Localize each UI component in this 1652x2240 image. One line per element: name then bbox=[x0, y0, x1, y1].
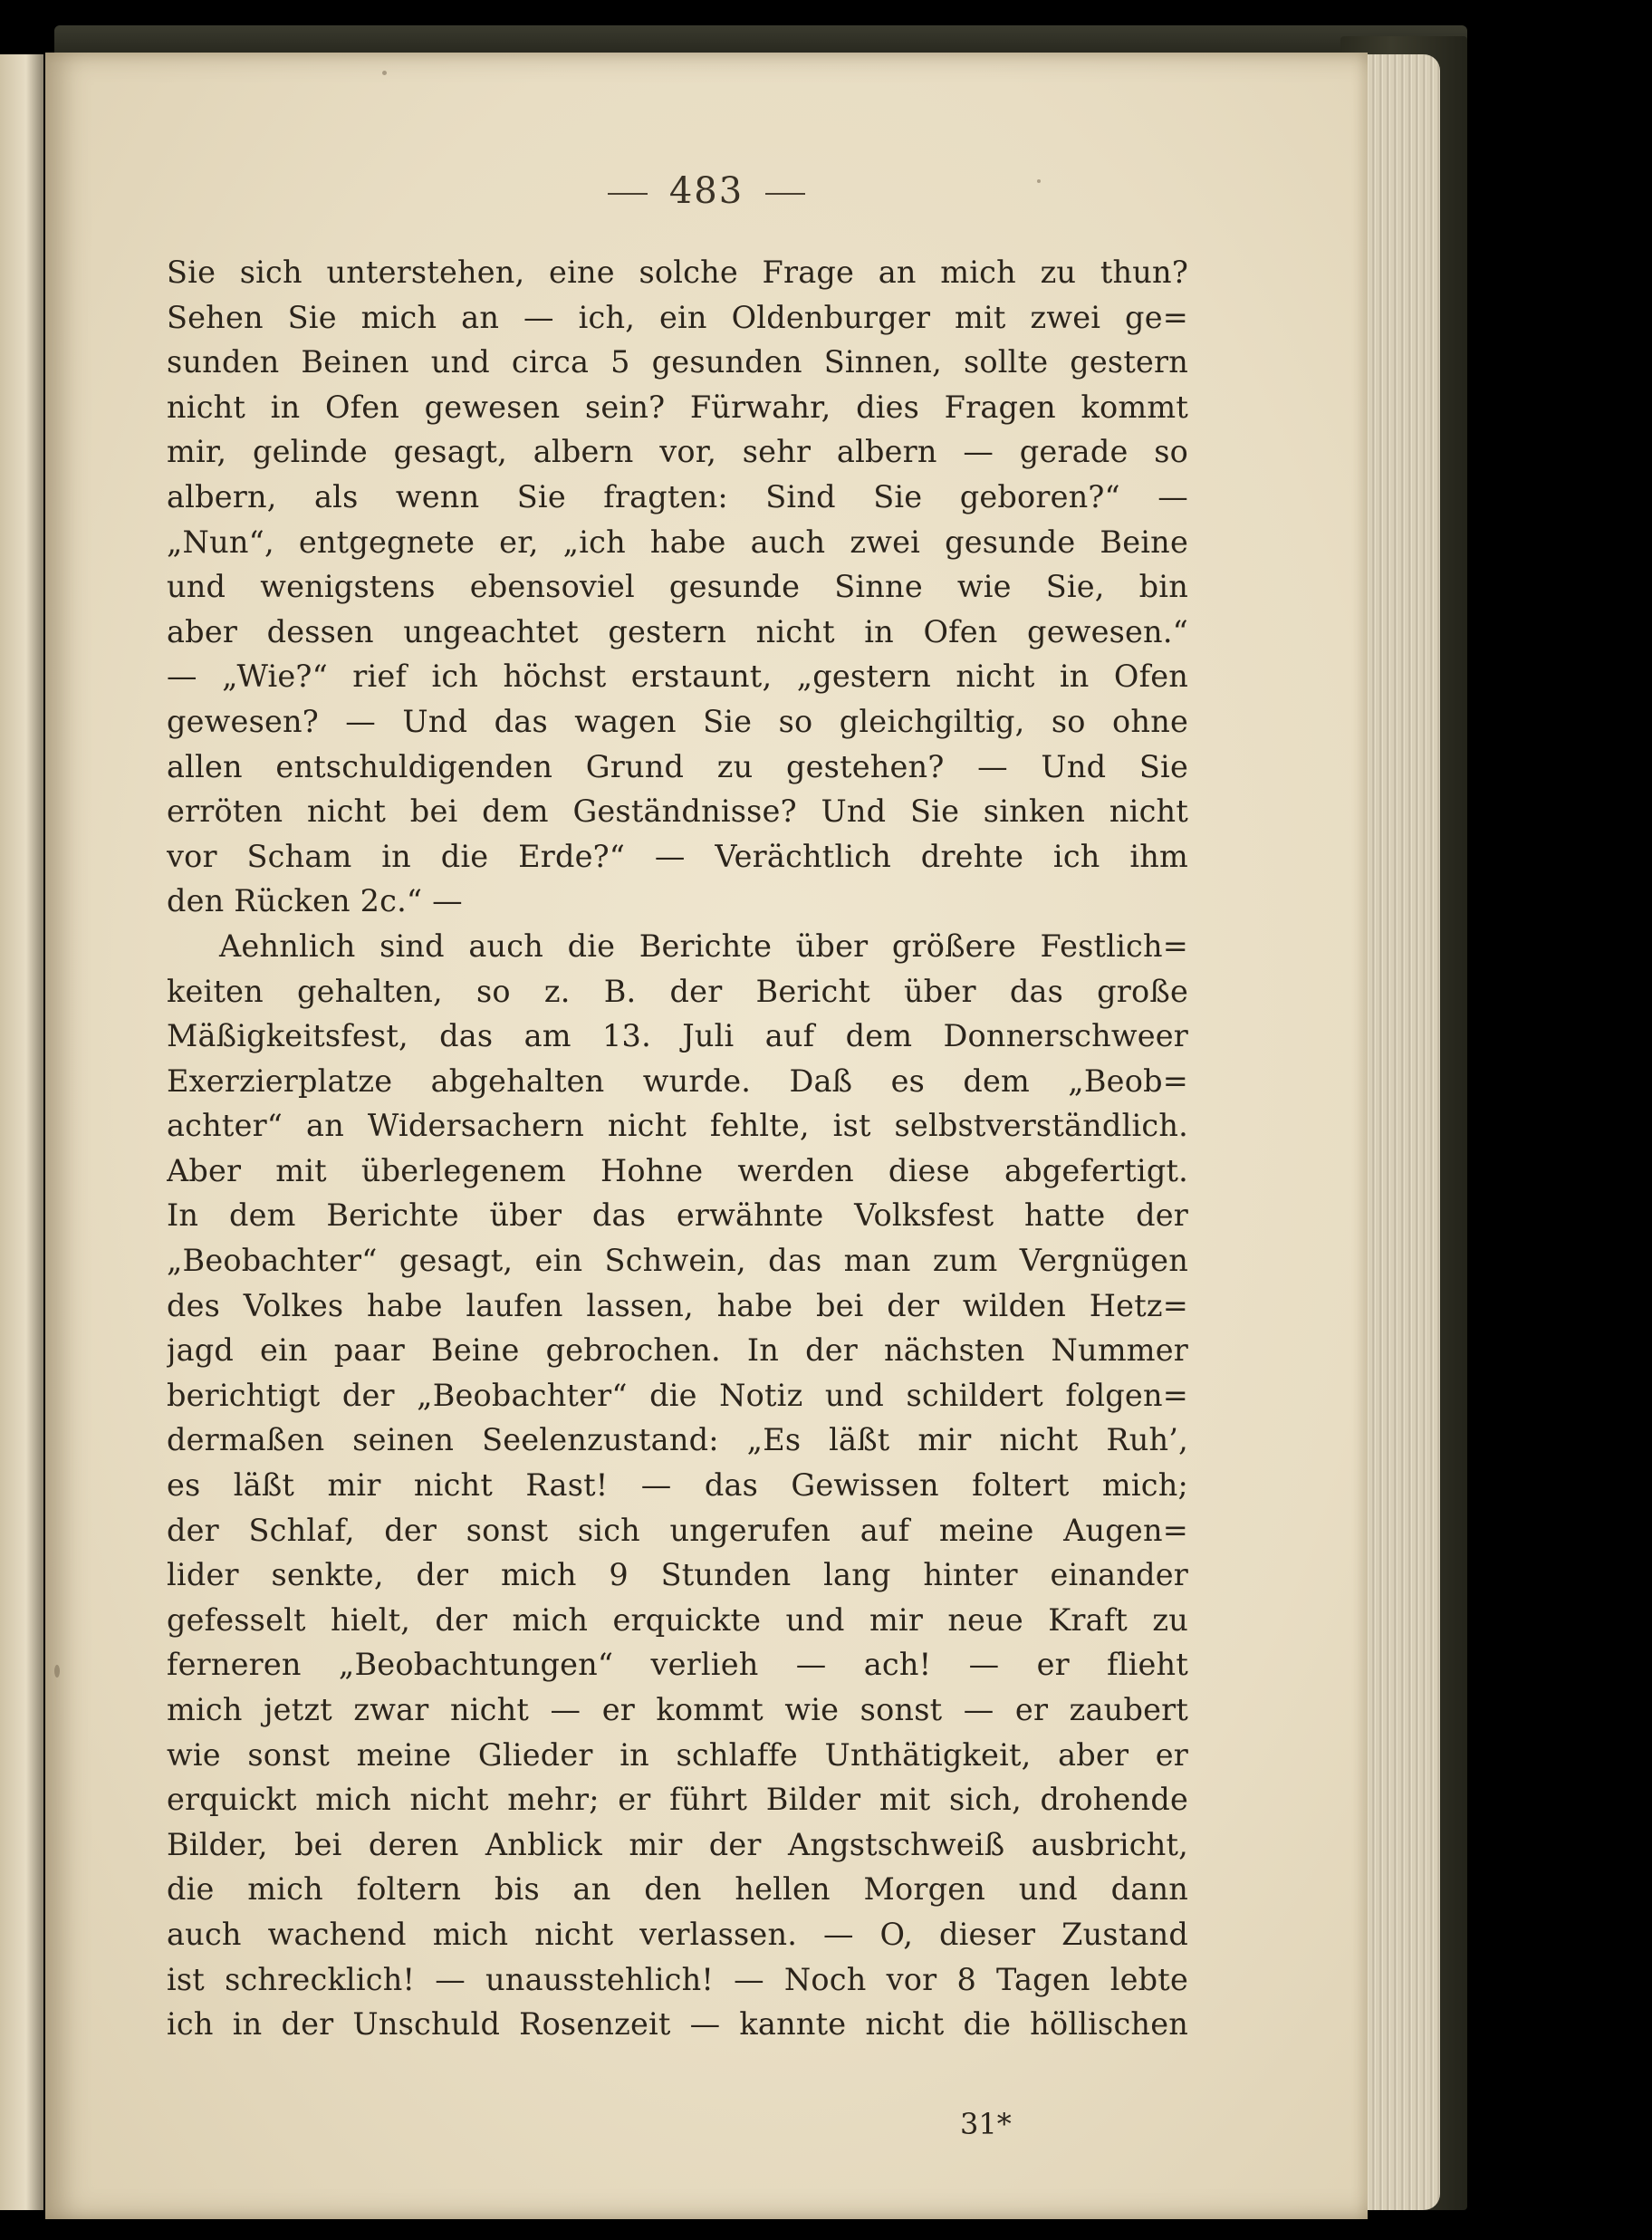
paper-speck bbox=[1037, 179, 1041, 183]
text-line: Sie sich unterstehen, eine solche Frage an mich zu thun? bbox=[167, 255, 1188, 290]
text-line: ich in der Unschuld Rosenzeit — kannte nicht die höllischen bbox=[167, 2006, 1188, 2043]
text-line: jagd ein paar Beine gebrochen. In der nächsten Nummer bbox=[167, 1332, 1188, 1369]
facing-page-edge bbox=[0, 54, 43, 2210]
text-line: Exerzierplatze abgehalten wurde. Daß es dem „Beob= bbox=[167, 1062, 1188, 1099]
text-line: ferneren „Beobachtungen“ verlieh — ach! — er flieht bbox=[167, 1647, 1188, 1683]
text-line: lider senkte, der mich 9 Stunden lang hinter einander bbox=[167, 1557, 1188, 1593]
text-line: nicht in Ofen gewesen sein? Fürwahr, dies Fragen kommt bbox=[167, 389, 1188, 425]
text-line: des Volkes habe laufen lassen, habe bei der wilden Hetz= bbox=[167, 1287, 1188, 1323]
text-line: Mäßigkeitsfest, das am 13. Juli auf dem Donnerschweer bbox=[167, 1018, 1188, 1054]
text-line: Aber mit überlegenem Hohne werden diese abgefertigt. bbox=[167, 1152, 1188, 1188]
text-line: Bilder, bei deren Anblick mir der Angstschweiß ausbricht, bbox=[167, 1826, 1188, 1862]
page-header bbox=[45, 170, 1368, 212]
text-line: der Schlaf, der sonst sich ungerufen auf meine Augen= bbox=[167, 1512, 1188, 1548]
text-line: sunden Beinen und circa 5 gesunden Sinnen, sollte gestern bbox=[167, 344, 1188, 380]
paragraph-start-line: Aehnlich sind auch die Berichte über größere Festlich= bbox=[219, 928, 1188, 964]
text-line: Sehen Sie mich an — ich, ein Oldenburger mit zwei ge= bbox=[167, 299, 1188, 335]
text-line: mich jetzt zwar nicht — er kommt wie sonst — er zaubert bbox=[167, 1692, 1188, 1727]
page-number: 483 bbox=[668, 170, 744, 212]
text-line: wie sonst meine Glieder in schlaffe Unthätigkeit, aber er bbox=[167, 1736, 1188, 1773]
text-line: aber dessen ungeachtet gestern nicht in Ofen gewesen.“ bbox=[167, 613, 1188, 649]
text-line: albern, als wenn Sie fragten: Sind Sie geboren?“ — bbox=[167, 478, 1188, 514]
text-line: den Rücken 2c.“ — bbox=[167, 883, 463, 919]
text-line: achter“ an Widersachern nicht fehlte, ist selbstverständlich. bbox=[167, 1108, 1188, 1144]
text-line: erröten nicht bei dem Geständnisse? Und Sie sinken nicht bbox=[167, 793, 1188, 830]
text-line: gefesselt hielt, der mich erquickte und mir neue Kraft zu bbox=[167, 1601, 1188, 1638]
text-line: allen entschuldigenden Grund zu gestehen? — Und Sie bbox=[167, 748, 1188, 784]
text-line: es läßt mir nicht Rast! — das Gewissen foltert mich; bbox=[167, 1467, 1188, 1504]
text-line: — „Wie?“ rief ich höchst erstaunt, „gestern nicht in Ofen bbox=[167, 659, 1188, 695]
text-line: berichtigt der „Beobachter“ die Notiz und schildert folgen= bbox=[167, 1377, 1188, 1413]
text-line: „Beobachter“ gesagt, ein Schwein, das man zum Vergnügen bbox=[167, 1243, 1188, 1279]
text-line: die mich foltern bis an den hellen Morgen und dann bbox=[167, 1871, 1188, 1908]
text-line: keiten gehalten, so z. B. der Bericht über das große bbox=[167, 973, 1188, 1009]
header-dash-right bbox=[765, 193, 805, 195]
text-line: „Nun“, entgegnete er, „ich habe auch zwei gesunde Beine bbox=[167, 524, 1188, 560]
paper-speck bbox=[382, 71, 387, 75]
text-line: vor Scham in die Erde?“ — Verächtlich drehte ich ihm bbox=[167, 838, 1188, 874]
body-text bbox=[167, 250, 1188, 2047]
text-line: mir, gelinde gesagt, albern vor, sehr albern — gerade so bbox=[167, 434, 1188, 470]
text-line: erquickt mich nicht mehr; er führt Bilder mit sich, drohende bbox=[167, 1782, 1188, 1818]
book-page bbox=[45, 53, 1368, 2219]
paper-speck bbox=[54, 1665, 60, 1678]
text-line: auch wachend mich nicht verlassen. — O, dieser Zustand bbox=[167, 1916, 1188, 1952]
text-line: dermaßen seinen Seelenzustand: „Es läßt mir nicht Ruh’, bbox=[167, 1422, 1188, 1458]
text-line: ist schrecklich! — unausstehlich! — Noch vor 8 Tagen lebte bbox=[167, 1961, 1188, 1997]
text-line: gewesen? — Und das wagen Sie so gleichgiltig, so ohne bbox=[167, 703, 1188, 739]
signature-mark: 31* bbox=[960, 2107, 1012, 2141]
text-line: und wenigstens ebensoviel gesunde Sinne wie Sie, bin bbox=[167, 569, 1188, 605]
header-dash-left bbox=[608, 193, 648, 195]
text-line: In dem Berichte über das erwähnte Volksfest hatte der bbox=[167, 1197, 1188, 1234]
